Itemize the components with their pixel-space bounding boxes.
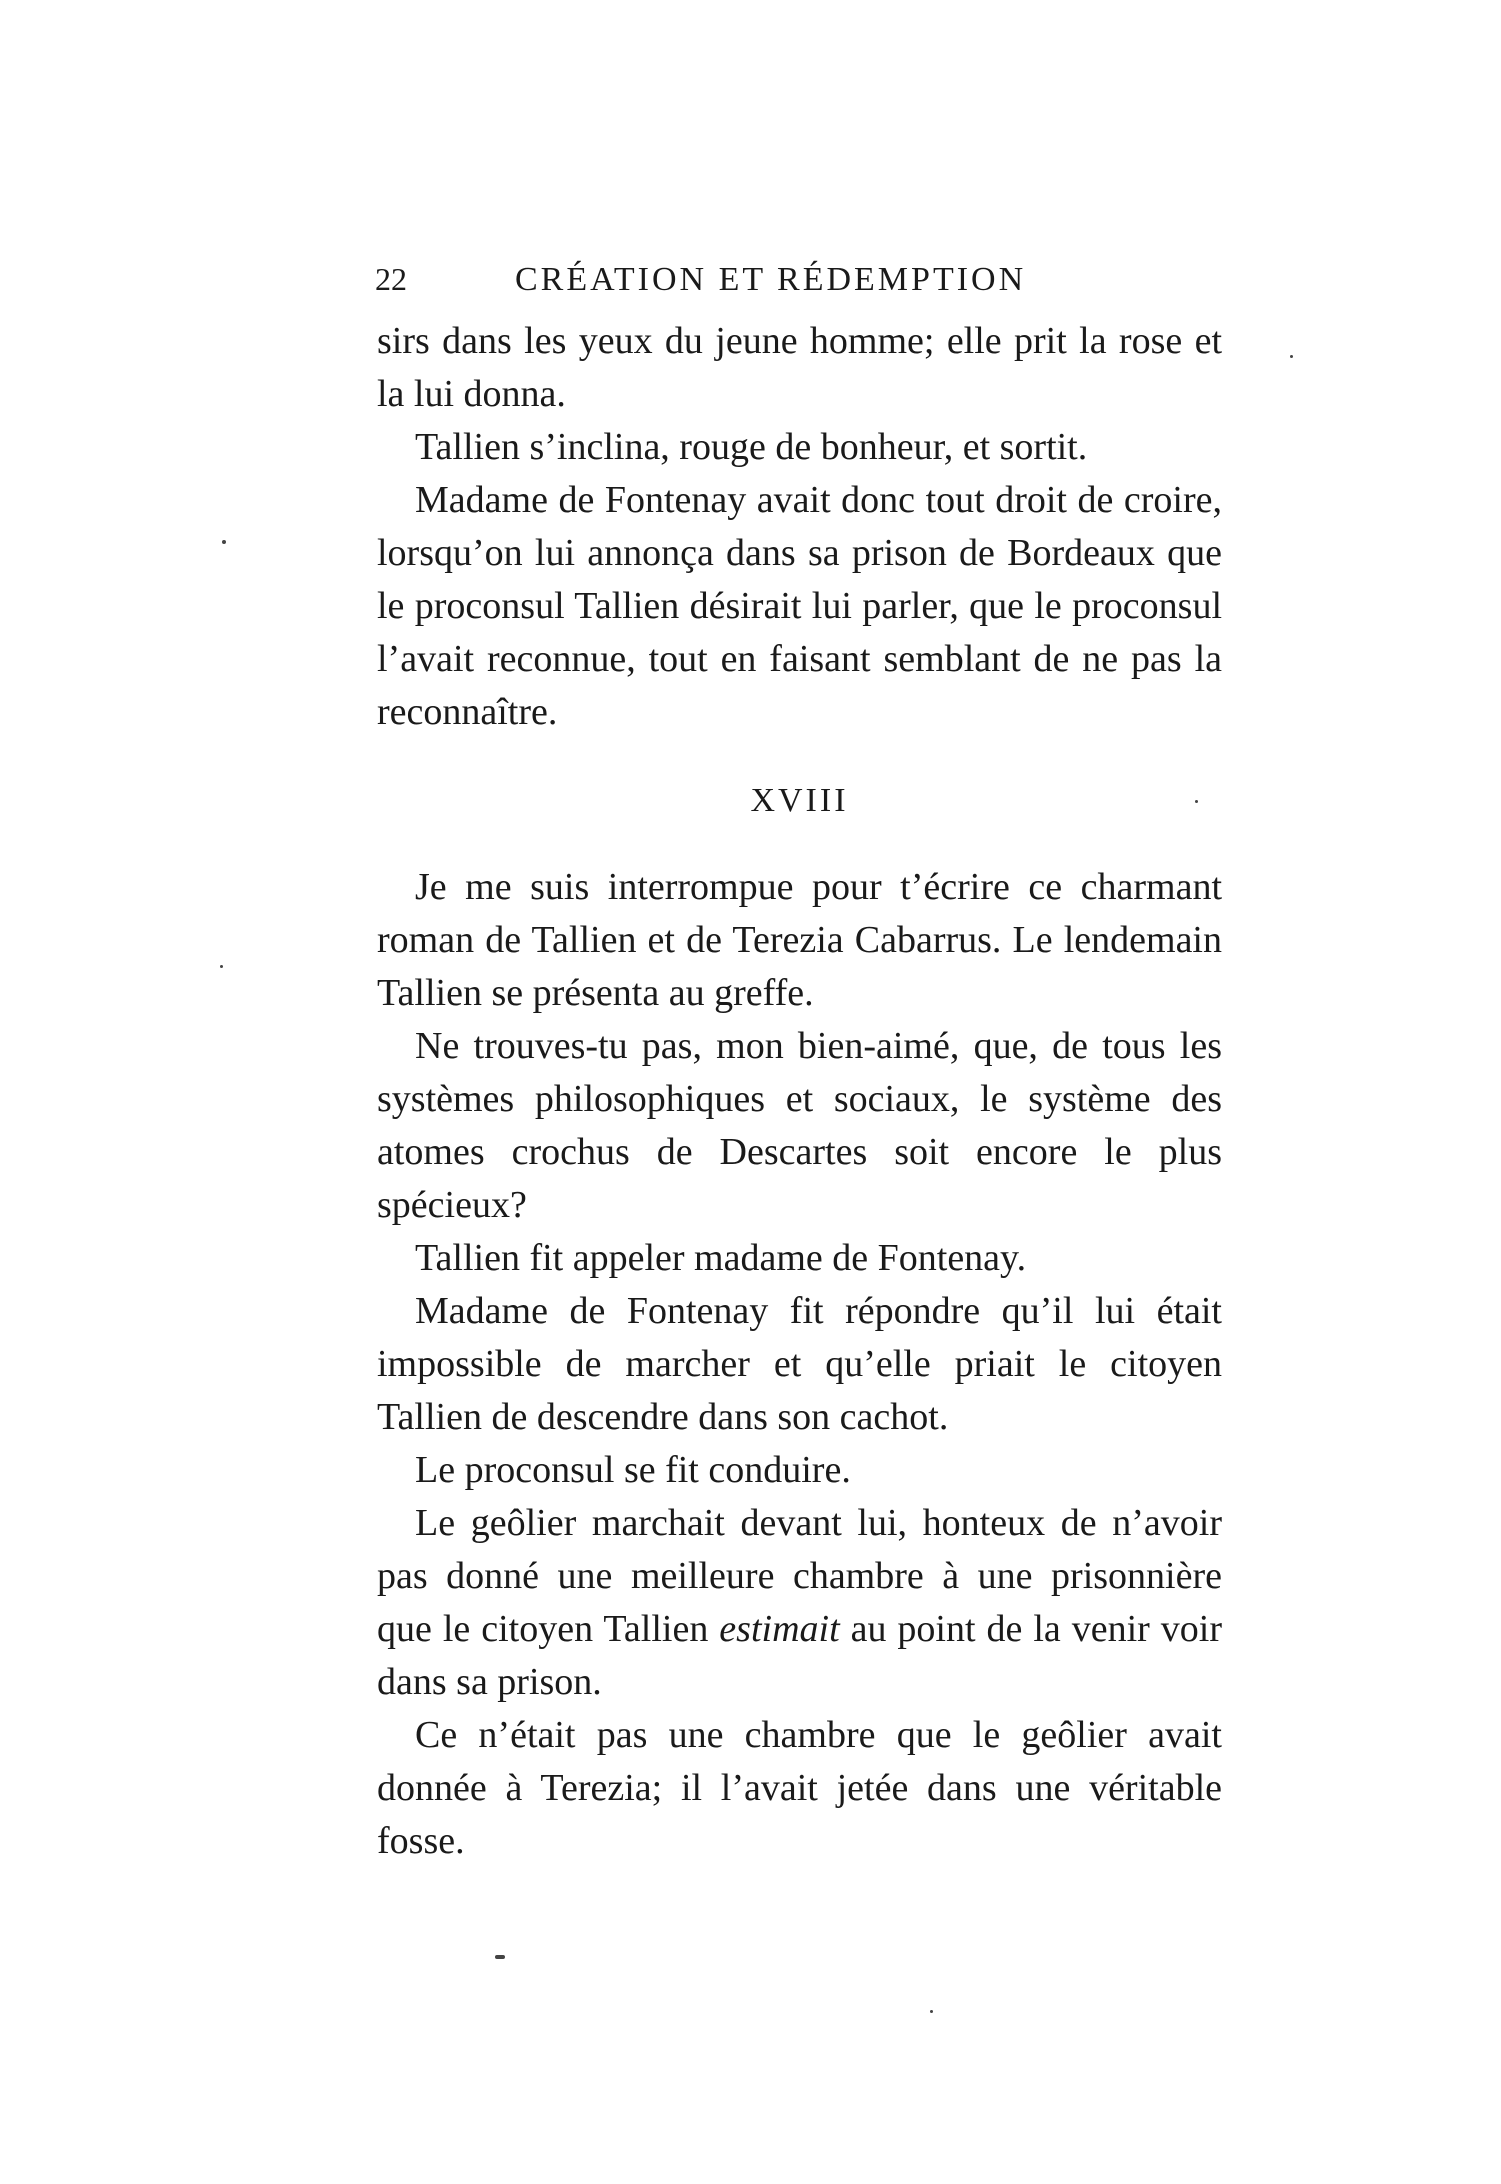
- running-title: CRÉATION ET RÉDEMPTION: [515, 261, 1027, 298]
- page-header: [375, 255, 1095, 305]
- geolier-text-end: au point de la venir voir dans sa prison.: [377, 1608, 1222, 1703]
- paragraph-atomes-crochus: Ne trouves-tu pas, mon bien-aimé, que, de tous les systèmes philosophiques et sociaux, le système des atomes crochus de Descartes soit encore le plus spécieux?: [377, 1025, 1222, 1226]
- scan-speck: [930, 2010, 933, 2013]
- italic-estimait: estimait: [719, 1608, 840, 1650]
- paragraph-geolier: [377, 1497, 1222, 1709]
- paragraph-fosse: Ce n’était pas une chambre que le geôlier avait donnée à Terezia; il l’avait jetée dans une véritable fosse.: [377, 1714, 1222, 1862]
- scan-speck: [1195, 800, 1198, 803]
- scan-speck: [220, 965, 223, 968]
- scan-speck: [495, 1955, 505, 1959]
- scan-speck: [1290, 355, 1293, 358]
- paragraph-repondre: Madame de Fontenay fit répondre qu’il lui était impossible de marcher et qu’elle priait le citoyen Tallien de descendre dans son cachot.: [377, 1290, 1222, 1438]
- paragraph-continued: sirs dans les yeux du jeune homme; elle prit la rose et la lui donna.: [377, 320, 1222, 415]
- scan-speck: [222, 540, 226, 544]
- body-text: [377, 315, 1222, 1868]
- paragraph-conduire: Le proconsul se fit conduire.: [415, 1449, 851, 1491]
- paragraph-appeler: Tallien fit appeler madame de Fontenay.: [415, 1237, 1027, 1279]
- section-heading: XVIII: [750, 782, 849, 819]
- paragraph-interrompue: Je me suis interrompue pour t’écrire ce charmant roman de Tallien et de Terezia Cabarrus. Le lendemain Tallien se présenta au greffe.: [377, 866, 1222, 1014]
- paragraph-tallien-inclina: Tallien s’inclina, rouge de bonheur, et sortit.: [415, 426, 1088, 468]
- paragraph-madame-fontenay-croire: Madame de Fontenay avait donc tout droit de croire, lorsqu’on lui annonça dans sa prison de Bordeaux que le proconsul Tallien désirait lui parler, que le proconsul l’avait reconnue, tout en faisant semblant de ne pas la reconnaître.: [377, 479, 1222, 733]
- geolier-text-start: Le geôlier marchait devant lui, honteux de n’avoir pas donné une meilleure chambre à une prisonnière que le citoyen Tallien: [377, 1502, 1222, 1650]
- page-number: 22: [375, 261, 407, 297]
